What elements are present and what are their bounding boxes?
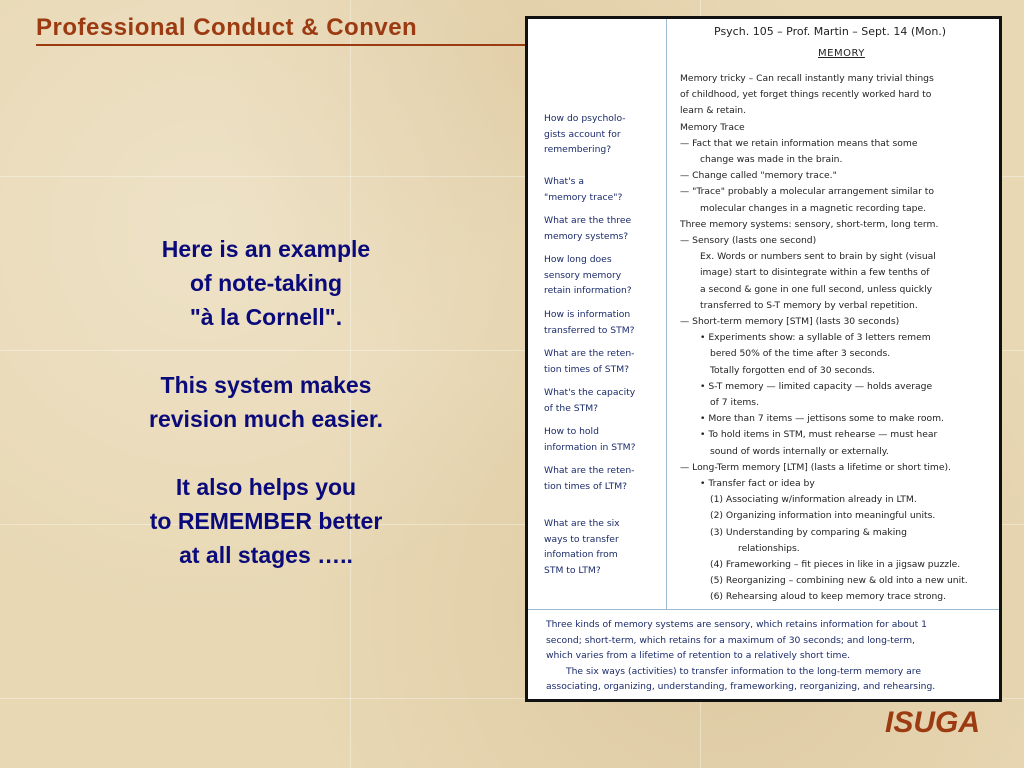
note-line: Totally forgotten end of 30 seconds. bbox=[710, 364, 875, 376]
note-line: sound of words internally or externally. bbox=[710, 445, 889, 457]
note-line: (3) Understanding by comparing & making bbox=[710, 526, 907, 538]
note-line: — Change called "memory trace." bbox=[680, 170, 837, 182]
slide-body bbox=[100, 232, 432, 606]
note-line: — Fact that we retain information means that some bbox=[680, 137, 918, 149]
note-line: — "Trace" probably a molecular arrangement similar to bbox=[680, 186, 935, 198]
summary-line: second; short-term, which retains for a maximum of 30 seconds; and long-term, bbox=[546, 634, 915, 646]
cue-question: What are the reten- tion times of STM? bbox=[544, 348, 635, 375]
notes-topic: MEMORY bbox=[818, 48, 865, 59]
cue-question: How do psycholo- gists account for remembering? bbox=[544, 113, 626, 155]
cue-question: What are the three memory systems? bbox=[544, 215, 632, 242]
summary-line: The six ways (activities) to transfer information to the long-term memory are bbox=[566, 665, 921, 677]
cue-question: What's the capacity of the STM? bbox=[544, 387, 636, 414]
cue-question: What are the six ways to transfer infomation from STM to LTM? bbox=[544, 518, 620, 576]
note-line: (2) Organizing information into meaningful units. bbox=[710, 510, 936, 522]
note-line: learn & retain. bbox=[680, 105, 747, 117]
summary-divider bbox=[528, 609, 999, 610]
note-line: Memory tricky – Can recall instantly many trivial things bbox=[680, 73, 934, 84]
brand-logo-text: ISUGA bbox=[884, 706, 980, 739]
summary-line: Three kinds of memory systems are sensory, which retains information for about 1 bbox=[546, 619, 927, 630]
note-line: • Experiments show: a syllable of 3 letters remem bbox=[700, 332, 931, 344]
note-line: Memory Trace bbox=[680, 121, 745, 133]
note-line: • S-T memory — limited capacity — holds average bbox=[700, 380, 933, 392]
note-line: relationships. bbox=[738, 542, 800, 554]
body-line: revision much easier. bbox=[149, 406, 383, 432]
summary-line: associating, organizing, understanding, frameworking, reorganizing, and rehearsing. bbox=[546, 681, 936, 692]
title-underline bbox=[36, 44, 526, 46]
note-line: (5) Reorganizing – combining new & old into a new unit. bbox=[710, 575, 968, 587]
note-line: — Sensory (lasts one second) bbox=[680, 235, 817, 246]
note-line: • More than 7 items — jettisons some to make room. bbox=[700, 413, 944, 425]
cue-question: How long does sensory memory retain information? bbox=[544, 254, 632, 296]
note-line: of childhood, yet forget things recently worked hard to bbox=[680, 89, 932, 101]
slide-title: Professional Conduct & Conven bbox=[36, 14, 418, 41]
body-line: "à la Cornell". bbox=[189, 304, 343, 330]
body-paragraph-2 bbox=[100, 368, 432, 436]
note-line: bered 50% of the time after 3 seconds. bbox=[710, 348, 891, 360]
note-line: Ex. Words or numbers sent to brain by sight (visual bbox=[700, 251, 936, 263]
note-line: (1) Associating w/information already in LTM. bbox=[710, 494, 917, 506]
body-paragraph-3 bbox=[100, 470, 432, 572]
cue-question: How is information transferred to STM? bbox=[544, 309, 635, 336]
note-line: — Short-term memory [STM] (lasts 30 seconds) bbox=[680, 316, 900, 327]
note-line: • Transfer fact or idea by bbox=[700, 478, 815, 489]
note-line: molecular changes in a magnetic recording tape. bbox=[700, 202, 927, 214]
cornell-notes-image bbox=[525, 16, 1002, 702]
body-line: to REMEMBER better bbox=[149, 508, 383, 534]
note-line: of 7 items. bbox=[710, 397, 760, 408]
note-line: image) start to disintegrate within a few tenths of bbox=[700, 267, 930, 279]
notes-summary bbox=[546, 617, 976, 695]
body-line: at all stages ….. bbox=[179, 542, 353, 568]
note-line: Three memory systems: sensory, short-term, long term. bbox=[680, 218, 939, 230]
body-line: This system makes bbox=[160, 372, 372, 398]
summary-line: which varies from a lifetime of retention to a relatively short time. bbox=[546, 650, 851, 661]
cue-question: How to hold information in STM? bbox=[544, 426, 636, 453]
note-line: a second & gone in one full second, unless quickly bbox=[700, 283, 933, 295]
cue-question: What's a "memory trace"? bbox=[544, 176, 623, 203]
note-line: • To hold items in STM, must rehearse — must hear bbox=[700, 429, 938, 441]
note-line: (6) Rehearsing aloud to keep memory trace strong. bbox=[710, 591, 947, 603]
body-line: It also helps you bbox=[175, 474, 357, 500]
cue-question: What are the reten- tion times of LTM? bbox=[544, 465, 635, 492]
notes-header: Psych. 105 – Prof. Martin – Sept. 14 (Mon.) bbox=[714, 25, 947, 38]
note-line: transferred to S-T memory by verbal repetition. bbox=[700, 299, 918, 311]
note-line: (4) Frameworking – fit pieces in like in a jigsaw puzzle. bbox=[710, 559, 961, 570]
body-line: Here is an example bbox=[161, 236, 371, 262]
note-line: — Long-Term memory [LTM] (lasts a lifetime or short time). bbox=[680, 461, 951, 473]
body-line: of note-taking bbox=[189, 270, 343, 296]
note-line: change was made in the brain. bbox=[700, 154, 843, 165]
body-paragraph-1 bbox=[100, 232, 432, 334]
